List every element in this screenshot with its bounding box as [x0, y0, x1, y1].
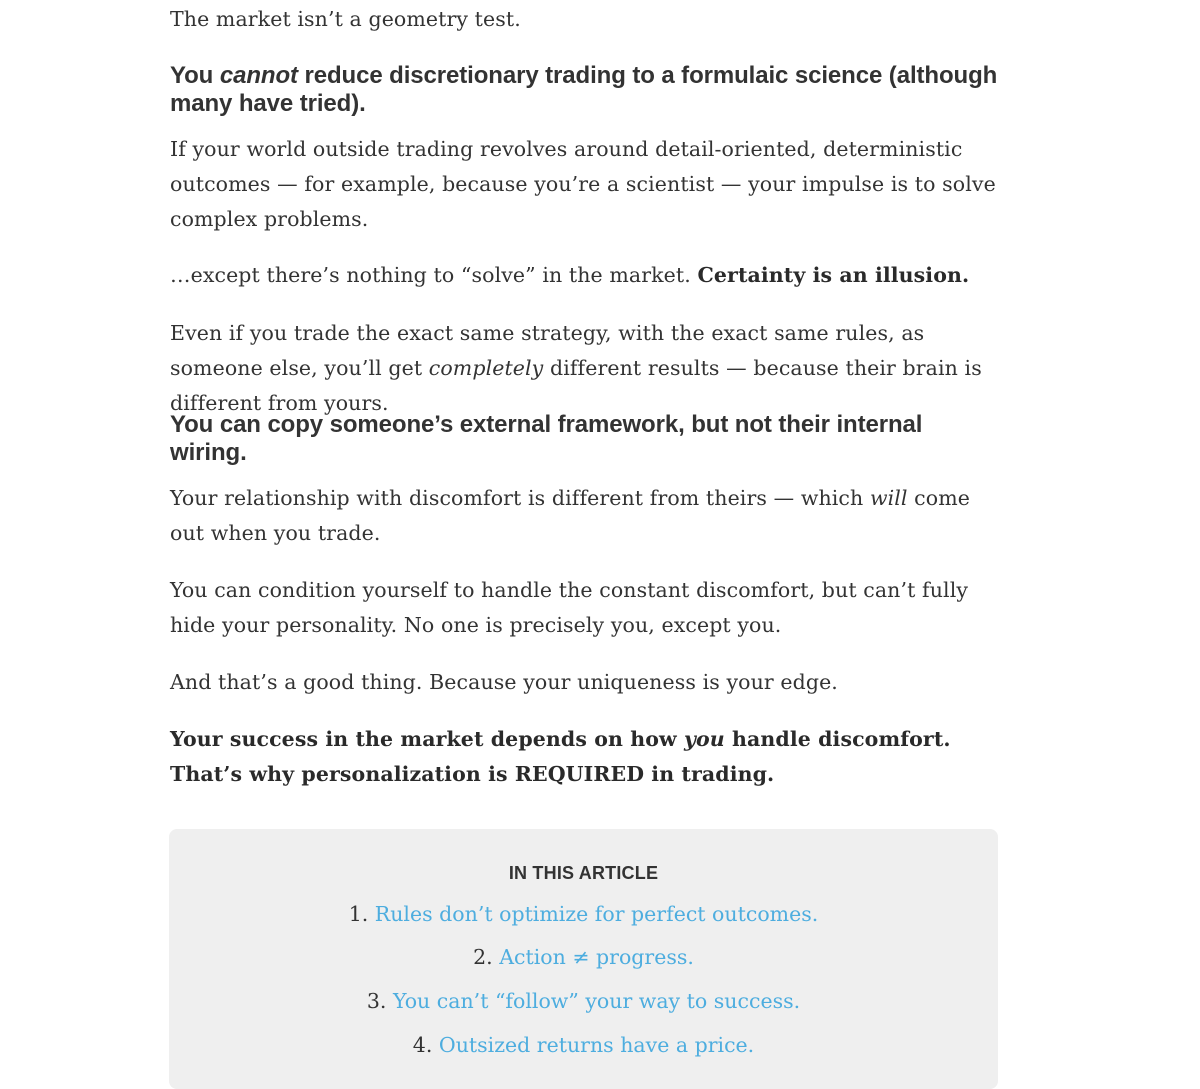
heading-emphasis: cannot: [219, 62, 298, 89]
paragraph-text: handle discomfort. That’s why personalization is REQUIRED in trading.: [170, 727, 951, 786]
toc-title: IN THIS ARTICLE: [508, 863, 659, 883]
bold-statement: Certainty is an illusion.: [697, 263, 970, 287]
paragraph-text: Your relationship with discomfort is different from theirs — which: [170, 486, 870, 510]
paragraph-text: come out when you trade.: [170, 486, 970, 545]
toc-item-number: 4.: [412, 1033, 433, 1057]
section-heading-wiring: You can copy someone’s external framework, but not their internal wiring.: [170, 411, 923, 466]
emphasis-text: completely: [428, 356, 544, 380]
paragraph-scientist: If your world outside trading revolves around detail-oriented, deterministic outcomes — for example, because you’re a scientist — your impulse is to solve complex problems.: [170, 137, 996, 231]
toc-item: [169, 986, 998, 1016]
paragraph-text: Your success in the market depends on how: [170, 727, 684, 751]
heading-text: reduce discretionary trading to a formulaic science (although many have tried).: [170, 62, 998, 117]
toc-link-follow[interactable]: You can’t “follow” your way to success.: [392, 989, 801, 1013]
table-of-contents: [169, 829, 998, 1089]
toc-link-action[interactable]: Action ≠ progress.: [499, 945, 694, 969]
paragraph-certainty: [170, 258, 998, 293]
paragraph-condition: You can condition yourself to handle the constant discomfort, but can’t fully hide your personality. No one is precisely you, except you.: [170, 578, 969, 637]
heading-text: You: [170, 62, 220, 89]
toc-item: [169, 899, 998, 929]
intro-paragraph: The market isn’t a geometry test.: [170, 7, 521, 31]
paragraph-text: …except there’s nothing to “solve” in the market.: [170, 263, 698, 287]
toc-item: [169, 1030, 998, 1060]
toc-item-number: 3.: [366, 989, 387, 1013]
toc-item-number: 1.: [348, 902, 369, 926]
paragraph-discomfort: [170, 481, 998, 551]
toc-item-number: 2.: [473, 945, 493, 969]
paragraph-success: [170, 722, 998, 792]
paragraph-text: Even if you trade the exact same strategy, with the exact same rules, as someone else, you’ll get: [170, 321, 925, 380]
toc-item: [169, 942, 998, 972]
emphasis-text: will: [869, 486, 908, 510]
paragraph-same-strategy: [170, 316, 998, 421]
paragraph-uniqueness: And that’s a good thing. Because your uniqueness is your edge.: [170, 670, 838, 694]
emphasis-text: you: [684, 727, 725, 751]
toc-link-returns[interactable]: Outsized returns have a price.: [438, 1033, 755, 1057]
paragraph-text: different results — because their brain is different from yours.: [170, 356, 982, 415]
section-heading-formulaic: [170, 62, 998, 118]
toc-link-rules[interactable]: Rules don’t optimize for perfect outcomes.: [374, 902, 819, 926]
